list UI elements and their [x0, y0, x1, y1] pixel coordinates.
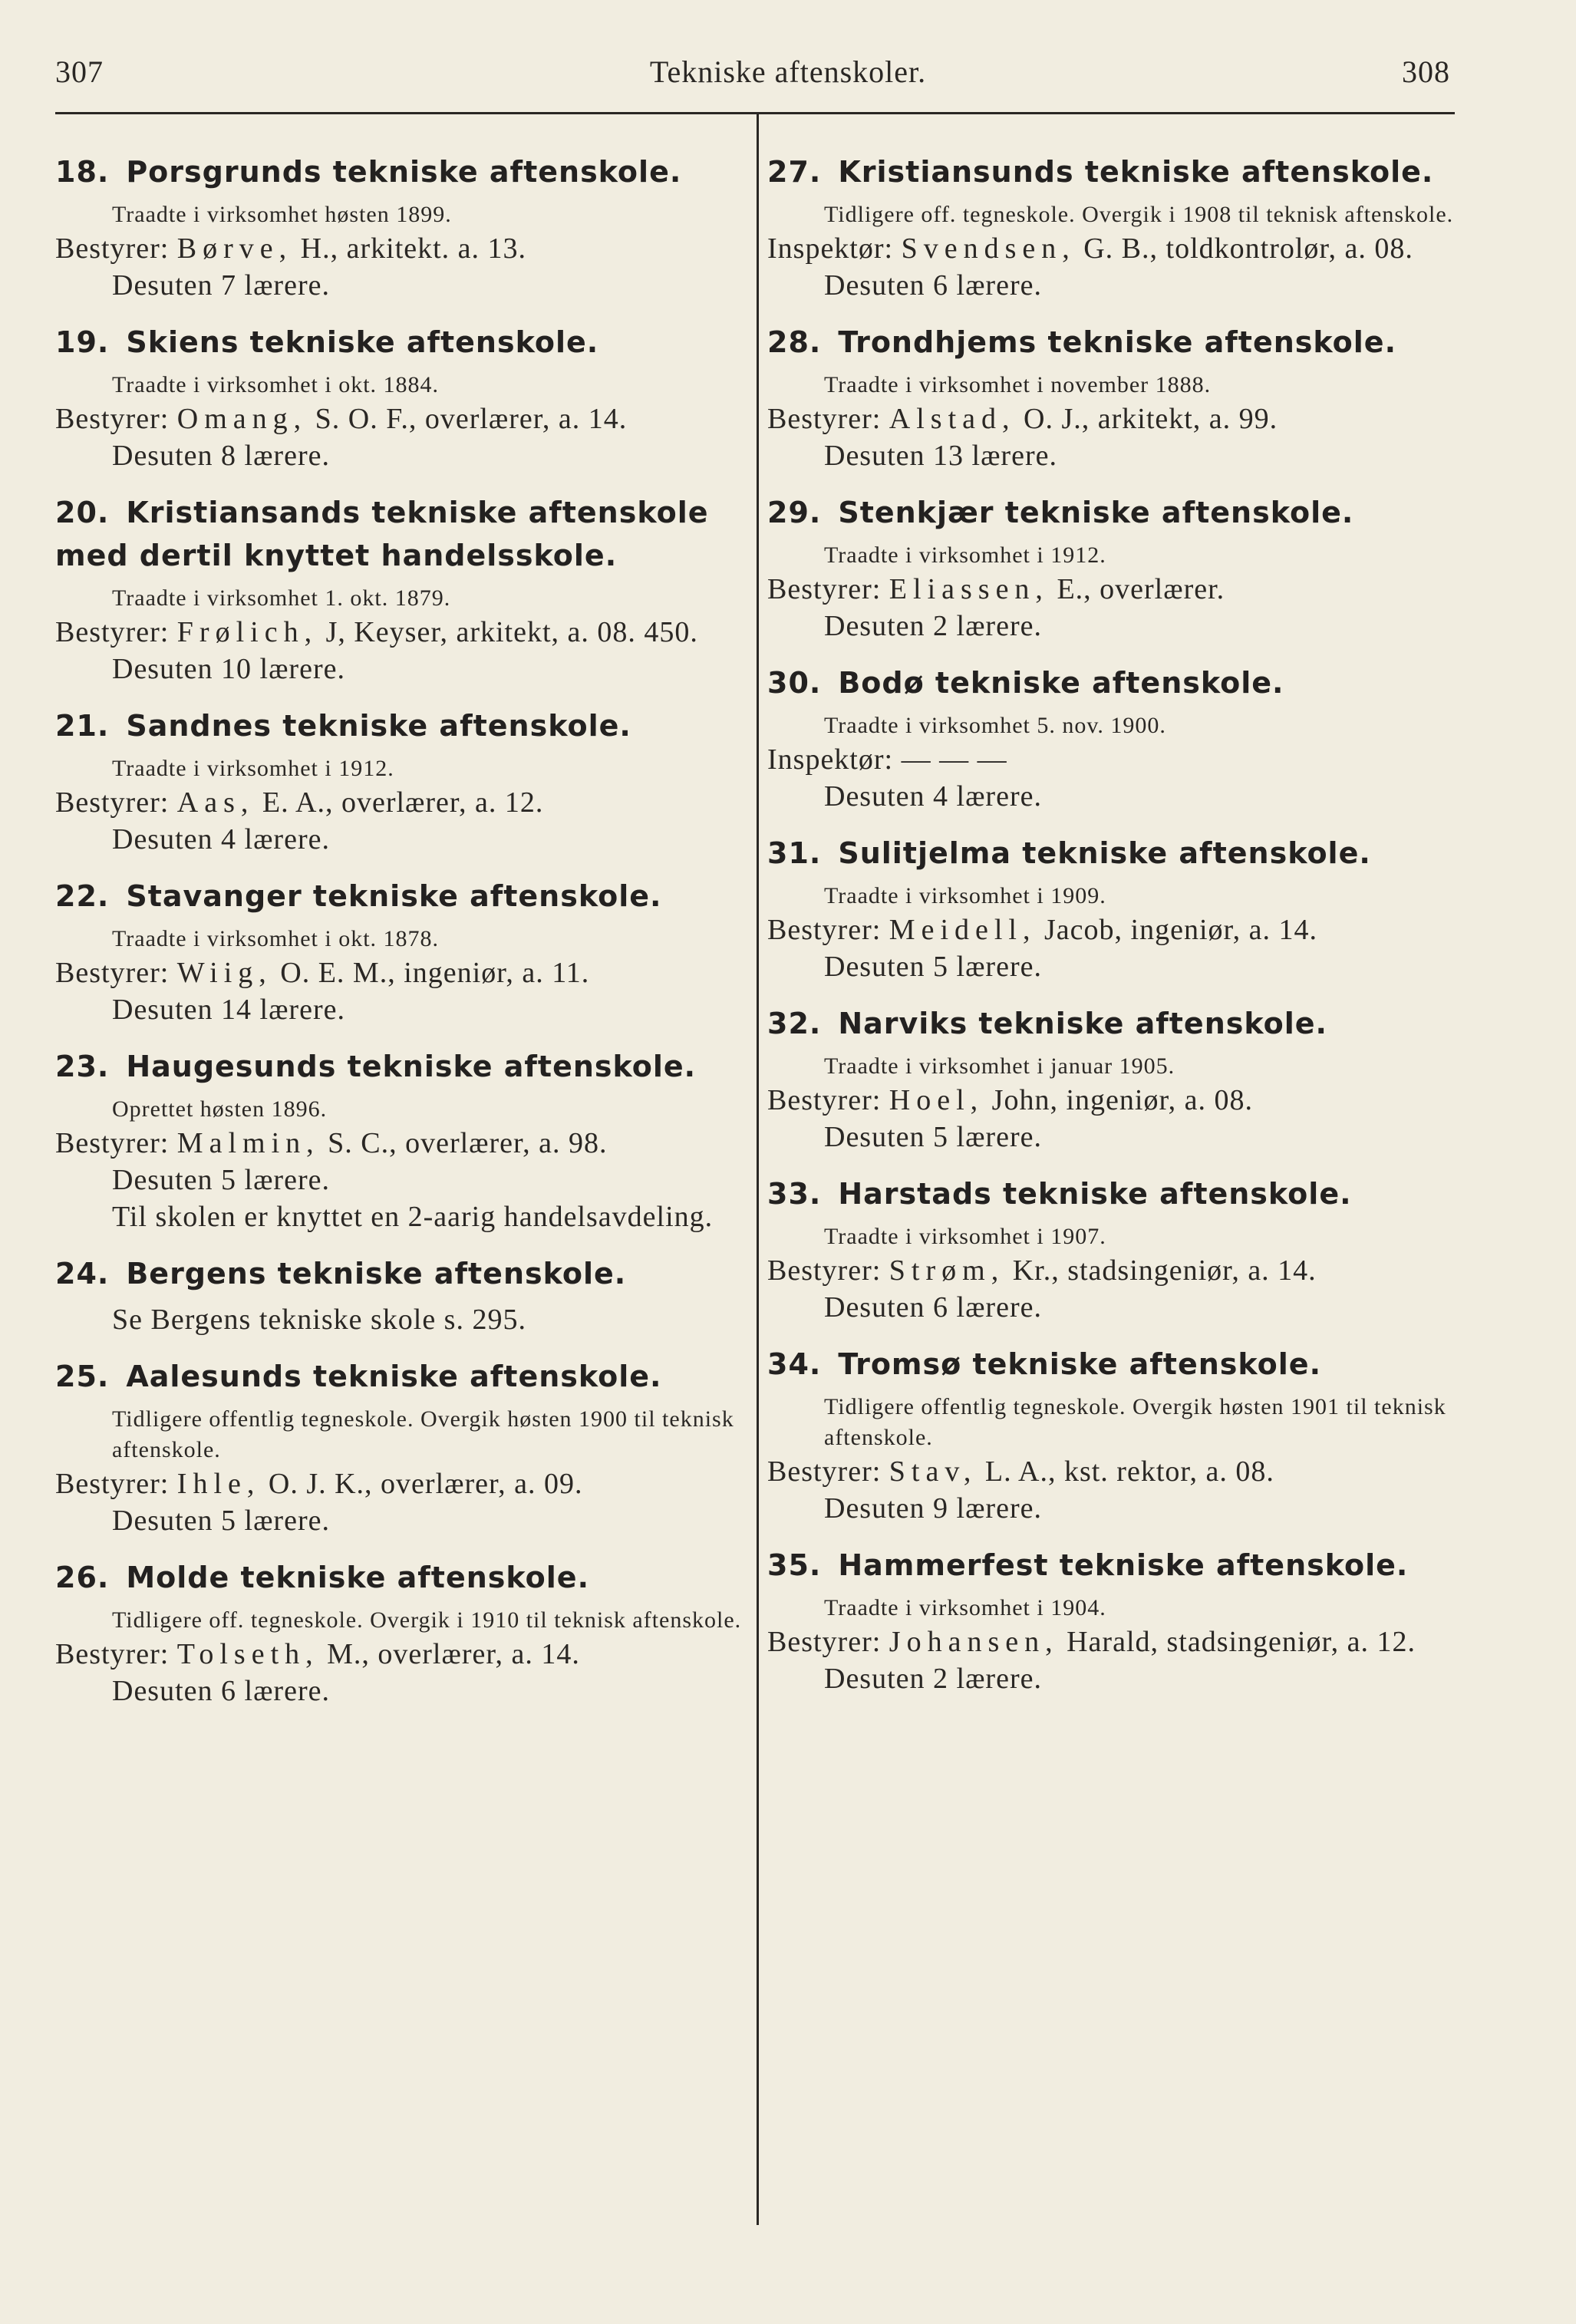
column-divider [757, 112, 759, 2225]
teacher-count: Desuten 14 lærere. [112, 994, 345, 1026]
head-label: Bestyrer: [767, 1626, 882, 1658]
head-details: John, ingeniør, a. 08. [991, 1084, 1253, 1116]
head-name: Strøm, [889, 1254, 1005, 1287]
school-number: 21. [55, 709, 110, 743]
head-details: J, Keyser, arkitekt, a. 08. 450. [325, 616, 698, 648]
head-name: Aas, [176, 786, 255, 819]
head-name: Eliassen, [889, 573, 1049, 605]
school-title [55, 150, 746, 193]
head-label: Bestyrer: [767, 914, 882, 946]
school-founded: Traadte i virksomhet i 1912. [824, 542, 1106, 568]
school-founded: Traadte i virksomhet høsten 1899. [112, 202, 452, 227]
school-name: Bergens tekniske aftenskole. [126, 1257, 627, 1291]
school-number: 20. [55, 496, 110, 529]
school-number: 24. [55, 1257, 110, 1291]
head-details: H., arkitekt. a. 13. [300, 232, 527, 265]
head-label: Bestyrer: [767, 573, 882, 605]
head-label: Bestyrer: [55, 957, 170, 989]
school-founded: Traadte i virksomhet 5. nov. 1900. [824, 713, 1166, 738]
school-name: Tromsø tekniske aftenskole. [838, 1347, 1322, 1381]
school-name: Kristiansunds tekniske aftenskole. [838, 155, 1434, 189]
head-label: Bestyrer: [767, 1455, 882, 1488]
school-founded: Tidligere off. tegneskole. Overgik i 1908 til teknisk aftenskole. [824, 202, 1454, 227]
teacher-count: Desuten 4 lærere. [112, 823, 330, 855]
school-founded: Traadte i virksomhet i 1909. [824, 883, 1106, 908]
head-details: M., overlærer, a. 14. [327, 1638, 580, 1670]
head-details: Harald, stadsingeniør, a. 12. [1067, 1626, 1416, 1658]
school-entry [767, 491, 1458, 644]
school-head-line [767, 1453, 1458, 1490]
head-label: Inspektør: [767, 232, 894, 265]
school-head-line [767, 230, 1458, 267]
entry-spacer [55, 1338, 746, 1355]
header-rule [55, 112, 1455, 114]
school-number: 31. [767, 836, 822, 870]
head-name: Frølich, [176, 616, 318, 648]
head-details: O. J. K., overlærer, a. 09. [268, 1468, 583, 1500]
school-number: 32. [767, 1007, 822, 1040]
head-name: Tolseth, [176, 1638, 319, 1670]
school-name: Bodø tekniske aftenskole. [838, 666, 1284, 700]
school-head-line [55, 1465, 746, 1502]
school-name: Hammerfest tekniske aftenskole. [838, 1548, 1409, 1582]
entry-spacer [55, 1028, 746, 1045]
school-number: 35. [767, 1548, 822, 1582]
head-label: Bestyrer: [55, 786, 170, 819]
school-founded: Traadte i virksomhet i november 1888. [824, 372, 1212, 397]
school-founded: Traadte i virksomhet i okt. 1884. [112, 372, 440, 397]
head-label: Bestyrer: [767, 403, 882, 435]
head-name: Omang, [176, 403, 308, 435]
school-head-line [55, 1125, 746, 1162]
school-founded: Traadte i virksomhet i okt. 1878. [112, 926, 440, 951]
school-founded: Traadte i virksomhet 1. okt. 1879. [112, 585, 451, 611]
school-title [767, 832, 1458, 875]
school-name: Kristiansands tekniske aftenskole med dertil knyttet handelsskole. [55, 496, 709, 572]
school-number: 23. [55, 1050, 110, 1083]
school-head-line [767, 1624, 1458, 1660]
head-details: Jacob, ingeniør, a. 14. [1044, 914, 1318, 946]
school-name: Trondhjems tekniske aftenskole. [838, 325, 1397, 359]
head-details: L. A., kst. rektor, a. 08. [984, 1455, 1274, 1488]
entry-spacer [55, 1235, 746, 1252]
school-number: 19. [55, 325, 110, 359]
head-name: Hoel, [889, 1084, 984, 1116]
school-entry [55, 1355, 746, 1539]
school-number: 30. [767, 666, 822, 700]
school-founded: Tidligere off. tegneskole. Overgik i 1910 til teknisk aftenskole. [112, 1607, 742, 1633]
school-name: Haugesunds tekniske aftenskole. [126, 1050, 697, 1083]
school-entry [55, 1045, 746, 1235]
head-details: O. E. M., ingeniør, a. 11. [280, 957, 590, 989]
school-head-line [767, 1252, 1458, 1289]
head-label: Bestyrer: [55, 403, 170, 435]
head-label: Bestyrer: [55, 1127, 170, 1159]
school-number: 25. [55, 1360, 110, 1393]
school-title [55, 704, 746, 747]
head-label: Bestyrer: [767, 1254, 882, 1287]
school-entry [55, 321, 746, 474]
school-entry [55, 491, 746, 687]
school-title [767, 1002, 1458, 1045]
teacher-count: Desuten 8 lærere. [112, 440, 330, 472]
teacher-count: Desuten 2 lærere. [824, 1663, 1042, 1695]
school-head-line [767, 1082, 1458, 1119]
school-founded: Oprettet høsten 1896. [112, 1096, 328, 1122]
head-label: Bestyrer: [55, 616, 170, 648]
entry-spacer [767, 1155, 1458, 1172]
school-entry [767, 1172, 1458, 1326]
school-name: Aalesunds tekniske aftenskole. [126, 1360, 662, 1393]
entry-spacer [767, 985, 1458, 1002]
school-title [767, 1343, 1458, 1386]
school-number: 29. [767, 496, 822, 529]
head-details: E., overlærer. [1057, 573, 1225, 605]
school-name: Molde tekniske aftenskole. [126, 1561, 590, 1594]
school-note: Se Bergens tekniske skole s. 295. [112, 1304, 526, 1336]
school-title [767, 321, 1458, 364]
school-name: Narviks tekniske aftenskole. [838, 1007, 1327, 1040]
school-head-line [55, 784, 746, 821]
head-name: Alstad, [889, 403, 1016, 435]
school-head-line [55, 954, 746, 991]
school-entry [767, 1544, 1458, 1697]
school-name: Skiens tekniske aftenskole. [126, 325, 599, 359]
entry-spacer [55, 1539, 746, 1556]
school-entry [55, 875, 746, 1028]
teacher-count: Desuten 6 lærere. [824, 269, 1042, 302]
head-details: — — — [901, 743, 1007, 776]
left-column [55, 150, 746, 1709]
teacher-count: Desuten 6 lærere. [824, 1291, 1042, 1324]
school-name: Harstads tekniske aftenskole. [838, 1177, 1352, 1211]
entry-spacer [767, 474, 1458, 491]
teacher-count: Desuten 9 lærere. [824, 1492, 1042, 1525]
head-name: Johansen, [889, 1626, 1059, 1658]
school-head-line [767, 571, 1458, 608]
entry-spacer [55, 858, 746, 875]
school-entry [767, 1343, 1458, 1527]
school-number: 28. [767, 325, 822, 359]
school-title [767, 150, 1458, 193]
teacher-count: Desuten 4 lærere. [824, 780, 1042, 813]
school-title [55, 321, 746, 364]
school-entry [55, 704, 746, 858]
head-name: Wiig, [176, 957, 272, 989]
entry-spacer [767, 304, 1458, 321]
school-number: 18. [55, 155, 110, 189]
school-entry [767, 150, 1458, 304]
school-title [55, 1556, 746, 1599]
teacher-count: Desuten 13 lærere. [824, 440, 1057, 472]
school-head-line [55, 230, 746, 267]
school-entry [767, 1002, 1458, 1155]
school-entry [767, 832, 1458, 985]
teacher-count: Desuten 5 lærere. [824, 951, 1042, 983]
entry-spacer [767, 1326, 1458, 1343]
teacher-count: Desuten 10 lærere. [112, 653, 345, 685]
head-label: Inspektør: [767, 743, 894, 776]
teacher-count: Desuten 5 lærere. [112, 1505, 330, 1537]
school-entry [767, 321, 1458, 474]
school-head-line [767, 911, 1458, 948]
teacher-count: Desuten 6 lærere. [112, 1675, 330, 1707]
entry-spacer [767, 815, 1458, 832]
teacher-count: Desuten 2 lærere. [824, 610, 1042, 642]
school-title [767, 1544, 1458, 1587]
right-column [767, 150, 1458, 1697]
school-title [55, 1252, 746, 1295]
teacher-count: Desuten 5 lærere. [112, 1164, 330, 1196]
school-head-line [55, 401, 746, 437]
entry-spacer [55, 304, 746, 321]
school-name: Sandnes tekniske aftenskole. [126, 709, 631, 743]
school-entry [55, 150, 746, 304]
school-number: 27. [767, 155, 822, 189]
head-details: G. B., toldkontrolør, a. 08. [1083, 232, 1413, 265]
entry-spacer [767, 1527, 1458, 1544]
head-name: Malmin, [176, 1127, 320, 1159]
head-name: Svendsen, [901, 232, 1076, 265]
school-founded: Traadte i virksomhet i 1907. [824, 1224, 1106, 1249]
teacher-count: Desuten 5 lærere. [824, 1121, 1042, 1153]
school-title [55, 491, 746, 577]
school-title [55, 1355, 746, 1398]
school-head-line [55, 1636, 746, 1673]
school-title [767, 661, 1458, 704]
school-note: Til skolen er knyttet en 2-aarig handelsavdeling. [112, 1201, 714, 1233]
entry-spacer [767, 644, 1458, 661]
school-head-line [767, 741, 1458, 778]
entry-spacer [55, 474, 746, 491]
head-details: O. J., arkitekt, a. 99. [1024, 403, 1278, 435]
school-number: 34. [767, 1347, 822, 1381]
school-number: 26. [55, 1561, 110, 1594]
school-entry [55, 1252, 746, 1338]
school-name: Porsgrunds tekniske aftenskole. [126, 155, 682, 189]
left-page-number: 307 [55, 54, 104, 89]
running-title: Tekniske aftenskoler. [649, 54, 927, 89]
school-founded: Traadte i virksomhet i 1904. [824, 1595, 1106, 1620]
school-founded: Traadte i virksomhet i januar 1905. [824, 1053, 1175, 1079]
school-title [55, 1045, 746, 1088]
school-title [55, 875, 746, 918]
head-label: Bestyrer: [55, 1638, 170, 1670]
head-details: Kr., stadsingeniør, a. 14. [1012, 1254, 1317, 1287]
head-details: S. C., overlærer, a. 98. [328, 1127, 608, 1159]
school-founded: Tidligere offentlig tegneskole. Overgik høsten 1901 til teknisk aftenskole. [824, 1394, 1446, 1450]
teacher-count: Desuten 7 lærere. [112, 269, 330, 302]
head-label: Bestyrer: [55, 232, 170, 265]
school-number: 33. [767, 1177, 822, 1211]
head-name: Stav, [889, 1455, 978, 1488]
head-name: Børve, [176, 232, 293, 265]
school-founded: Traadte i virksomhet i 1912. [112, 756, 394, 781]
school-founded: Tidligere offentlig tegneskole. Overgik høsten 1900 til teknisk aftenskole. [112, 1406, 734, 1462]
school-head-line [767, 401, 1458, 437]
school-name: Stenkjær tekniske aftenskole. [838, 496, 1354, 529]
head-name: Ihle, [176, 1468, 261, 1500]
school-title [767, 491, 1458, 534]
school-entry [55, 1556, 746, 1709]
school-entry [767, 661, 1458, 815]
school-title [767, 1172, 1458, 1215]
school-name: Sulitjelma tekniske aftenskole. [838, 836, 1371, 870]
head-label: Bestyrer: [55, 1468, 170, 1500]
school-head-line [55, 614, 746, 651]
right-page-number: 308 [1402, 54, 1450, 89]
school-number: 22. [55, 879, 110, 913]
school-name: Stavanger tekniske aftenskole. [126, 879, 662, 913]
entry-spacer [55, 687, 746, 704]
head-details: S. O. F., overlærer, a. 14. [315, 403, 628, 435]
head-label: Bestyrer: [767, 1084, 882, 1116]
head-name: Meidell, [889, 914, 1037, 946]
head-details: E. A., overlærer, a. 12. [262, 786, 544, 819]
